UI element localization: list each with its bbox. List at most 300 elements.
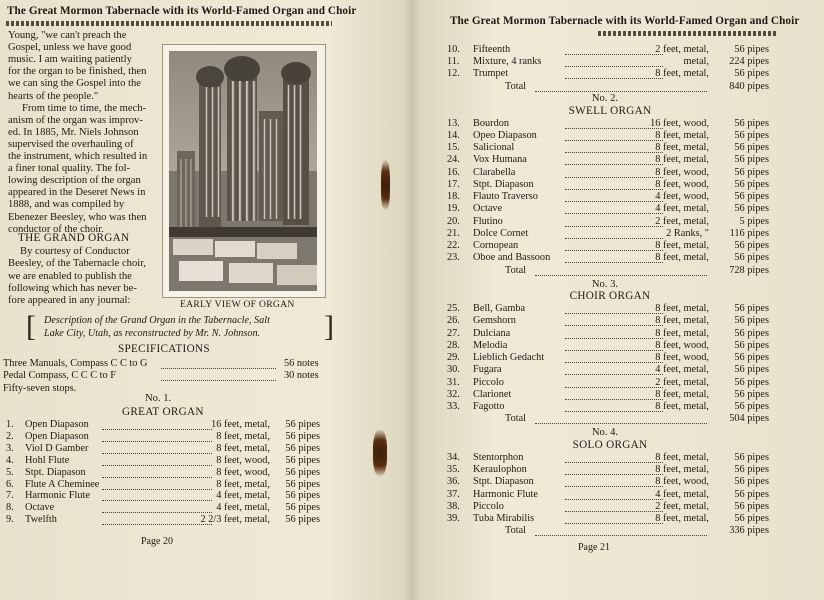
- stop-feet: 4 feet, metal,: [216, 490, 270, 502]
- dot-leader: [565, 485, 663, 487]
- stop-row: [447, 489, 769, 501]
- description-line-1: Description of the Grand Organ in the Tabernacle, Salt: [44, 315, 270, 326]
- stop-name: Mixture, 4 ranks: [473, 56, 542, 68]
- intro-line: Young, "we can't preach the: [8, 30, 127, 41]
- dot-leader: [565, 249, 663, 251]
- intro-line: a finer tonal quality. The fol-: [8, 163, 131, 175]
- stop-row: [447, 130, 769, 142]
- stop-row: [6, 514, 320, 526]
- dot-leader: [102, 476, 212, 478]
- stop-name: Octave: [473, 203, 503, 215]
- stop-row: [6, 502, 320, 514]
- stop-pipes: 56 pipes: [734, 154, 769, 166]
- stop-pipes: 56 pipes: [734, 68, 769, 80]
- stop-row: [447, 191, 769, 203]
- stop-pipes: 56 pipes: [734, 178, 769, 190]
- stop-name: Flutino: [473, 215, 503, 227]
- stop-pipes: 56 pipes: [734, 488, 769, 500]
- dot-leader: [565, 212, 663, 214]
- stop-feet: 2 feet, metal,: [655, 500, 709, 512]
- dot-leader: [102, 440, 212, 442]
- dot-leader: [565, 163, 663, 165]
- left-page: [0, 0, 385, 600]
- section-number-solo: No. 4.: [591, 427, 619, 439]
- stop-number: 9.: [6, 514, 14, 526]
- stop-feet: 8 feet, metal,: [655, 327, 709, 339]
- stop-name: Clarabella: [473, 166, 516, 178]
- stop-pipes: 56 pipes: [285, 490, 320, 502]
- stop-row: [6, 479, 320, 491]
- stop-name: Dolce Cornet: [473, 227, 529, 239]
- stop-number: 39.: [447, 513, 460, 525]
- stop-feet: 8 feet, metal,: [655, 388, 709, 400]
- stop-row: [447, 154, 769, 166]
- stop-row: [447, 389, 769, 401]
- stop-number: 15.: [447, 142, 460, 154]
- stop-pipes: 56 pipes: [285, 442, 320, 454]
- intro-line: ed. In 1885, Mr. Niels Johnson: [8, 126, 139, 138]
- stop-feet: 8 feet, metal,: [655, 154, 709, 166]
- stop-feet: 4 feet, metal,: [655, 364, 709, 376]
- stop-name: Harmonic Flute: [473, 488, 538, 500]
- stop-number: 30.: [447, 364, 460, 376]
- stop-number: 8.: [6, 502, 14, 514]
- dot-leader: [565, 200, 663, 202]
- stop-number: 31.: [447, 376, 460, 388]
- stop-name: Open Diapason: [25, 419, 89, 430]
- stop-number: 6.: [6, 478, 14, 490]
- stop-row: [447, 44, 769, 56]
- page-number-right: Page 21: [578, 542, 610, 553]
- dot-leader: [565, 398, 663, 400]
- total-row: [447, 265, 769, 277]
- stop-feet: 8 feet, metal,: [655, 464, 709, 476]
- dot-leader: [102, 488, 212, 490]
- stop-feet: 8 feet, metal,: [216, 442, 270, 454]
- left-bracket-glyph: [: [26, 310, 36, 343]
- right-bracket-glyph: ]: [324, 310, 334, 343]
- stop-name: Fugara: [473, 364, 502, 376]
- stop-name: Viol D Gamber: [25, 442, 89, 454]
- stop-name: Harmonic Flute: [25, 490, 90, 502]
- stop-number: 23.: [447, 252, 460, 264]
- stop-feet: 2 feet, metal,: [655, 376, 709, 388]
- dot-leader: [565, 261, 663, 263]
- stop-pipes: 5 pipes: [739, 215, 769, 227]
- section-number-swell: No. 2.: [591, 93, 619, 105]
- courtesy-line: fore appeared in any journal:: [8, 295, 131, 307]
- spec-value: 56 notes: [284, 358, 319, 369]
- dot-leader: [565, 361, 663, 363]
- stop-name: Piccolo: [473, 376, 504, 388]
- total-label: Total: [505, 264, 527, 276]
- stop-feet: 8 feet, metal,: [655, 252, 709, 264]
- stop-name: Cornopean: [473, 240, 519, 252]
- section-number-1: No. 1.: [145, 393, 172, 404]
- total-label: Total: [505, 413, 527, 425]
- stop-number: 34.: [447, 451, 460, 463]
- stop-row: [447, 340, 769, 352]
- stop-name: Tuba Mirabilis: [473, 513, 535, 525]
- spec-label: Fifty-seven stops.: [3, 382, 77, 394]
- stop-feet: 8 feet, metal,: [655, 129, 709, 141]
- stop-pipes: 56 pipes: [734, 364, 769, 376]
- stop-name: Stentorphon: [473, 451, 524, 463]
- stop-feet: 2 feet, metal,: [655, 215, 709, 227]
- spec-value: 30 notes: [284, 370, 319, 382]
- stop-name: Melodia: [473, 339, 508, 351]
- dot-leader: [565, 312, 663, 314]
- stop-pipes: 56 pipes: [285, 502, 320, 514]
- stop-row: [447, 56, 769, 68]
- stop-pipes: 56 pipes: [734, 303, 769, 315]
- stop-pipes: 56 pipes: [734, 117, 769, 129]
- stop-feet: 8 feet, metal,: [655, 451, 709, 463]
- stop-feet: 4 feet, metal,: [655, 203, 709, 215]
- intro-line: conductor of the choir.: [8, 223, 104, 235]
- stop-row: [447, 501, 769, 513]
- stop-row: [447, 179, 769, 191]
- stop-row: [447, 377, 769, 389]
- header-ornament-right: [598, 31, 776, 36]
- stop-name: Vox Humana: [473, 154, 527, 166]
- stop-row: [447, 464, 769, 476]
- stop-feet: 4 feet, metal,: [216, 502, 270, 514]
- stop-feet: 8 feet, metal,: [655, 240, 709, 252]
- dot-leader: [161, 379, 276, 381]
- dot-leader: [565, 127, 663, 129]
- stop-pipes: 56 pipes: [734, 388, 769, 400]
- stop-number: 14.: [447, 129, 460, 141]
- intro-line: lowing description of the organ: [8, 175, 141, 187]
- stop-pipes: 56 pipes: [734, 451, 769, 463]
- intro-line: music. I am waiting patiently: [8, 54, 132, 66]
- stop-number: 32.: [447, 388, 460, 400]
- stop-number: 2.: [6, 430, 14, 442]
- stop-number: 3.: [6, 442, 14, 454]
- stop-feet: 8 feet, metal,: [216, 478, 270, 490]
- stop-feet: 4 feet, wood,: [655, 191, 709, 203]
- stop-name: Stpt. Diapason: [25, 466, 86, 478]
- stop-name: Bell, Gamba: [473, 303, 526, 315]
- intro-line: we can sing the Gospel into the: [8, 78, 141, 90]
- stop-row: [447, 476, 769, 488]
- stop-pipes: 56 pipes: [734, 352, 769, 364]
- dot-leader: [565, 65, 663, 67]
- dot-leader: [565, 139, 663, 141]
- dot-leader: [565, 349, 663, 351]
- stop-row: [6, 443, 320, 455]
- courtesy-line: we are enabled to publish the: [8, 270, 132, 282]
- stop-feet: 8 feet, metal,: [655, 315, 709, 327]
- stop-feet: 8 feet, metal,: [655, 142, 709, 154]
- intro-line: Gospel, unless we have good: [8, 42, 132, 54]
- dot-leader: [565, 461, 663, 463]
- intro-line: for the organ to be finished, then: [8, 66, 147, 78]
- intro-line: 1888, and was compiled by: [8, 199, 125, 211]
- stop-pipes: 56 pipes: [734, 339, 769, 351]
- stop-pipes: 56 pipes: [734, 142, 769, 154]
- stop-row: [447, 142, 769, 154]
- running-head-left: The Great Mormon Tabernacle with its World-Famed Organ and Choir: [7, 5, 357, 17]
- stop-name: Piccolo: [473, 500, 504, 512]
- stop-pipes: 56 pipes: [734, 500, 769, 512]
- stop-pipes: 56 pipes: [734, 240, 769, 252]
- stop-number: 22.: [447, 240, 460, 252]
- stop-name: Hohl Flute: [25, 454, 70, 466]
- page-number-left: Page 20: [141, 536, 173, 547]
- stop-feet: 16 feet, metal,: [211, 419, 270, 430]
- intro-line: hearts of the people.": [8, 90, 99, 102]
- dot-leader: [565, 498, 663, 500]
- stop-row: [447, 328, 769, 340]
- stop-pipes: 56 pipes: [285, 430, 320, 442]
- dot-leader: [102, 428, 212, 430]
- stop-pipes: 56 pipes: [734, 327, 769, 339]
- stop-number: 35.: [447, 464, 460, 476]
- stop-number: 13.: [447, 117, 460, 129]
- stop-number: 36.: [447, 476, 460, 488]
- stop-number: 25.: [447, 303, 460, 315]
- stop-feet: 8 feet, metal,: [216, 430, 270, 442]
- stop-feet: 8 feet, wood,: [655, 339, 709, 351]
- stop-pipes: 116 pipes: [729, 227, 769, 239]
- stop-name: Oboe and Bassoon: [473, 252, 551, 264]
- stop-name: Dulciana: [473, 327, 511, 339]
- stop-row: [447, 452, 769, 464]
- binding-mark-bottom: [373, 430, 387, 476]
- stop-number: 4.: [6, 454, 14, 466]
- stop-row: [447, 216, 769, 228]
- stop-number: 11.: [447, 56, 460, 68]
- stop-feet: 8 feet, metal,: [655, 303, 709, 315]
- stop-number: 37.: [447, 488, 460, 500]
- stop-name: Fifteenth: [473, 44, 511, 55]
- intro-line: anism of the organ was improv-: [8, 114, 143, 126]
- description-note: [26, 310, 334, 343]
- intro-line: From time to time, the mech-: [22, 102, 147, 114]
- dot-leader: [565, 510, 663, 512]
- dot-leader: [535, 534, 707, 536]
- stop-name: Trumpet: [473, 68, 509, 80]
- stop-number: 1.: [6, 419, 14, 430]
- dot-leader: [102, 452, 212, 454]
- total-pipes: 336 pipes: [729, 525, 769, 537]
- stop-name: Twelfth: [25, 514, 57, 526]
- dot-leader: [565, 77, 663, 79]
- dot-leader: [565, 373, 663, 375]
- stop-name: Flauto Traverso: [473, 191, 538, 203]
- stop-pipes: 56 pipes: [285, 478, 320, 490]
- stop-pipes: 56 pipes: [734, 464, 769, 476]
- stop-name: Gemshorn: [473, 315, 516, 327]
- stop-number: 38.: [447, 500, 460, 512]
- section-number-choir: No. 3.: [591, 278, 619, 290]
- organ-photo-plate: [162, 44, 326, 298]
- organ-photo: [169, 51, 317, 291]
- dot-leader: [565, 324, 663, 326]
- total-pipes: 728 pipes: [729, 264, 769, 276]
- stop-number: 18.: [447, 191, 460, 203]
- dot-leader: [565, 237, 663, 239]
- stop-name: Fagotto: [473, 401, 505, 413]
- stop-name: Stpt. Diapason: [473, 178, 534, 190]
- stop-pipes: 56 pipes: [734, 513, 769, 525]
- stop-number: 24.: [447, 154, 460, 166]
- stop-row: [447, 303, 769, 315]
- stop-feet: 2 feet, metal,: [655, 44, 709, 55]
- spec-row: [3, 370, 328, 382]
- total-label: Total: [505, 80, 527, 92]
- dot-leader: [102, 511, 212, 513]
- dot-leader: [565, 473, 663, 475]
- section-title-choir: CHOIR ORGAN: [569, 290, 651, 303]
- stop-number: 12.: [447, 68, 460, 80]
- stop-row: [447, 364, 769, 376]
- stop-pipes: 56 pipes: [734, 129, 769, 141]
- stop-feet: 8 feet, wood,: [655, 166, 709, 178]
- intro-line: the instrument, which resulted in: [8, 151, 148, 162]
- total-pipes: 840 pipes: [729, 80, 769, 92]
- dot-leader: [565, 225, 663, 227]
- stop-name: Stpt. Diapason: [473, 476, 534, 488]
- stop-number: 19.: [447, 203, 460, 215]
- stop-name: Octave: [25, 502, 55, 514]
- stop-row: [6, 490, 320, 502]
- stop-row: [447, 240, 769, 252]
- stop-number: 33.: [447, 401, 460, 413]
- stop-row: [447, 401, 769, 413]
- courtesy-line: Beesley, of the Tabernacle choir,: [8, 258, 146, 270]
- stop-feet: 8 feet, metal,: [655, 513, 709, 525]
- stop-number: 16.: [447, 166, 460, 178]
- stop-feet: 8 feet, metal,: [655, 68, 709, 80]
- dot-leader: [565, 386, 663, 388]
- intro-line: Ebenezer Beesley, who was then: [8, 211, 147, 223]
- stop-pipes: 224 pipes: [729, 56, 769, 68]
- stop-feet: 16 feet, wood,: [650, 117, 709, 129]
- stop-number: 28.: [447, 339, 460, 351]
- total-row: [447, 81, 769, 93]
- stop-number: 17.: [447, 178, 460, 190]
- stop-row: [447, 315, 769, 327]
- spec-label: Pedal Compass, C C C to F: [3, 370, 116, 382]
- stop-name: Bourdon: [473, 117, 510, 129]
- stop-pipes: 56 pipes: [734, 376, 769, 388]
- stop-row: [6, 455, 320, 467]
- stop-number: 20.: [447, 215, 460, 227]
- stop-number: 10.: [447, 44, 460, 55]
- great-organ-title: GREAT ORGAN: [122, 406, 204, 418]
- stop-row: [6, 419, 320, 431]
- stop-pipes: 56 pipes: [734, 44, 769, 55]
- stop-row: [447, 203, 769, 215]
- stop-feet: 8 feet, metal,: [655, 401, 709, 413]
- stop-row: [6, 467, 320, 479]
- stop-feet: 8 feet, wood,: [216, 454, 270, 466]
- dot-leader: [565, 176, 663, 178]
- stop-pipes: 56 pipes: [734, 476, 769, 488]
- dot-leader: [565, 53, 663, 55]
- total-pipes: 504 pipes: [729, 413, 769, 425]
- total-row: [447, 413, 769, 425]
- stop-name: Lieblich Gedacht: [473, 352, 545, 364]
- dot-leader: [565, 337, 663, 339]
- stop-pipes: 56 pipes: [734, 203, 769, 215]
- stop-number: 27.: [447, 327, 460, 339]
- specifications-heading: SPECIFICATIONS: [118, 343, 210, 355]
- stop-feet: 8 feet, wood,: [655, 352, 709, 364]
- stop-row: [447, 252, 769, 264]
- running-head-right: The Great Mormon Tabernacle with its World-Famed Organ and Choir: [450, 15, 800, 27]
- stop-number: 5.: [6, 466, 14, 478]
- description-line-2: Lake City, Utah, as reconstructed by Mr. N. Johnson.: [44, 328, 261, 339]
- stop-feet: 2 2/3 feet, metal,: [200, 514, 270, 526]
- stop-number: 21.: [447, 227, 460, 239]
- binding-mark-top: [381, 160, 390, 210]
- stop-row: [447, 513, 769, 525]
- organ-illustration: [169, 51, 317, 291]
- stop-name: Salicional: [473, 142, 515, 154]
- total-row: [447, 525, 769, 537]
- stop-name: Open Diapason: [25, 430, 89, 442]
- stop-row: [447, 167, 769, 179]
- stop-feet: 4 feet, metal,: [655, 488, 709, 500]
- stop-pipes: 56 pipes: [734, 252, 769, 264]
- intro-line: supervised the overhauling of: [8, 138, 134, 150]
- spec-label: Three Manuals, Compass C C to G: [3, 358, 148, 369]
- stop-pipes: 56 pipes: [285, 514, 320, 526]
- stop-pipes: 56 pipes: [734, 401, 769, 413]
- stop-name: Opeo Diapason: [473, 129, 537, 141]
- stop-row: [447, 118, 769, 130]
- stop-row: [6, 431, 320, 443]
- stop-feet: 2 Ranks, ": [666, 227, 709, 239]
- stop-name: Clarionet: [473, 388, 512, 400]
- spec-row: [3, 358, 328, 370]
- dot-leader: [102, 499, 212, 501]
- dot-leader: [565, 522, 663, 524]
- stop-pipes: 56 pipes: [734, 166, 769, 178]
- stop-pipes: 56 pipes: [285, 419, 320, 430]
- section-title-swell: SWELL ORGAN: [568, 104, 652, 117]
- dot-leader: [565, 410, 663, 412]
- stop-pipes: 56 pipes: [734, 191, 769, 203]
- stop-name: Keraulophon: [473, 464, 527, 476]
- grand-organ-heading: THE GRAND ORGAN: [18, 232, 130, 244]
- courtesy-line: By courtesy of Conductor: [20, 246, 130, 257]
- stop-number: 7.: [6, 490, 14, 502]
- stop-number: 29.: [447, 352, 460, 364]
- dot-leader: [565, 188, 663, 190]
- dot-leader: [102, 523, 212, 525]
- stop-row: [447, 228, 769, 240]
- total-label: Total: [505, 525, 527, 537]
- stop-number: 26.: [447, 315, 460, 327]
- stop-feet: 8 feet, wood,: [216, 466, 270, 478]
- dot-leader: [535, 90, 707, 92]
- stop-feet: metal,: [683, 56, 709, 68]
- photo-caption: EARLY VIEW OF ORGAN: [180, 299, 295, 310]
- stop-pipes: 56 pipes: [285, 454, 320, 466]
- dot-leader: [161, 367, 276, 369]
- courtesy-line: following which has never be-: [8, 282, 137, 294]
- dot-leader: [535, 274, 707, 276]
- dot-leader: [102, 464, 212, 466]
- stop-pipes: 56 pipes: [285, 466, 320, 478]
- header-ornament-left: [6, 21, 332, 26]
- right-page: [435, 0, 824, 600]
